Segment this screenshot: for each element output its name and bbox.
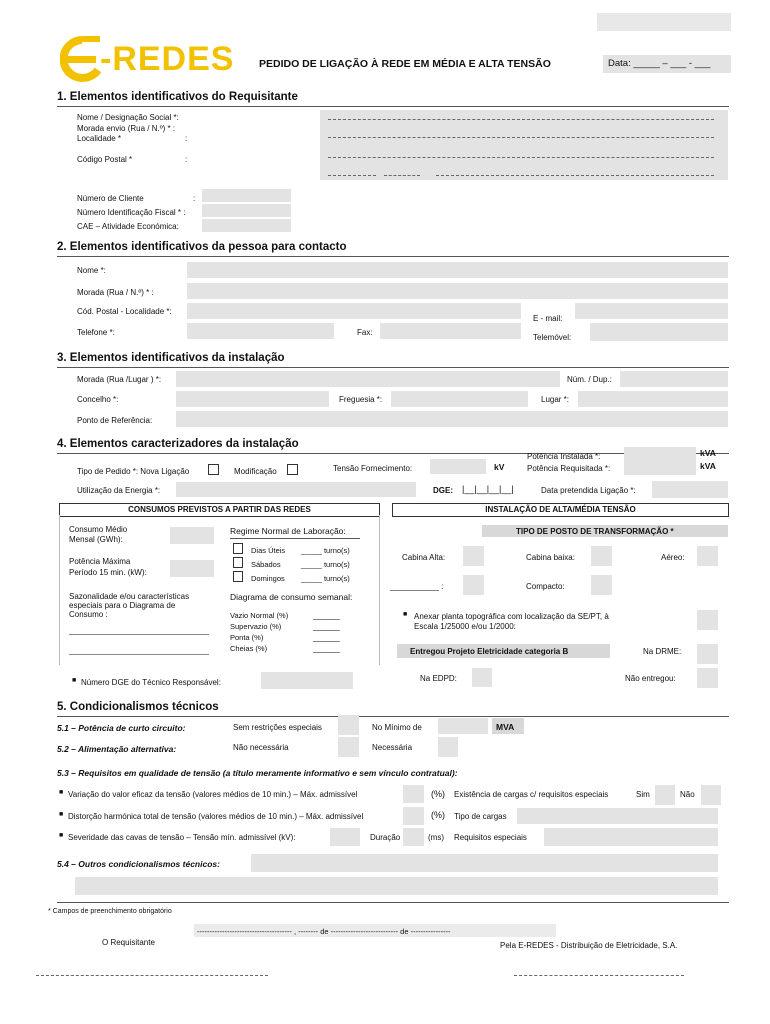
label-requisitos-especiais: Requisitos especiais xyxy=(454,833,527,842)
label-cabina-alta: Cabina Alta: xyxy=(402,553,446,562)
variacao-field[interactable] xyxy=(403,785,424,803)
vazio-value[interactable]: ______ xyxy=(313,611,340,620)
label-fax: Fax: xyxy=(357,328,373,337)
label-dge: DGE: xyxy=(433,486,453,495)
label-cae: CAE – Atividade Económica: xyxy=(77,222,179,231)
label-freguesia: Freguesia *: xyxy=(339,395,383,404)
signature-date-line[interactable]: -------------------------------------- , -------- de --------------------------- de ---------------- xyxy=(197,927,451,936)
label-sim: Sim xyxy=(636,790,650,799)
cabina-baixa-field[interactable] xyxy=(591,546,612,566)
label-5-2: 5.2 – Alimentação alternativa: xyxy=(57,744,177,754)
bullet: ■ xyxy=(403,611,408,618)
label-necessaria: Necessária xyxy=(372,743,413,752)
anexar-planta-field[interactable] xyxy=(697,610,718,630)
outros-condicionalismos-field-2[interactable] xyxy=(75,877,718,895)
section-1-title: 1. Elementos identificativos do Requisitante xyxy=(57,91,298,103)
label-morada-envio: Morada envio (Rua / N.º) * : xyxy=(77,124,176,133)
modificacao-checkbox[interactable] xyxy=(287,464,298,475)
label-compacto: Compacto: xyxy=(526,582,565,591)
bullet: ■ xyxy=(59,789,64,796)
mandatory-note: * Campos de preenchimento obrigatório xyxy=(48,908,172,915)
data-pretendida-field[interactable] xyxy=(652,481,728,498)
label-severidade: Severidade das cavas de tensão – Tensão mín. admissível (kV): xyxy=(68,833,296,842)
label-data-pretendida: Data pretendida Ligação *: xyxy=(541,486,636,495)
instalacao-header: INSTALAÇÃO DE ALTA/MÉDIA TENSÃO xyxy=(392,503,729,517)
label-requisitante: O Requisitante xyxy=(102,938,155,947)
severidade-field[interactable] xyxy=(330,828,360,846)
label-localidade: Localidade * xyxy=(77,134,122,143)
label-telemovel: Telemóvel: xyxy=(533,333,572,342)
label-tipo-pedido: Tipo de Pedido *: Nova Ligação xyxy=(77,467,190,476)
signature-eredes-line[interactable] xyxy=(514,975,684,976)
outros-condicionalismos-field-1[interactable] xyxy=(251,854,718,872)
label-nao-necessaria: Não necessária xyxy=(233,743,289,752)
label-contact-nome: Nome *: xyxy=(77,266,106,275)
label-pela-eredes: Pela E-REDES - Distribuição de Eletricidade, S.A. xyxy=(500,941,678,950)
label-consumo-medio-2: Mensal (GWh): xyxy=(69,535,123,544)
cae-field[interactable] xyxy=(202,219,291,232)
label-utilizacao-energia: Utilização da Energia *: xyxy=(77,486,161,495)
label-aereo: Aéreo: xyxy=(661,553,685,562)
label-ponta: Ponta (%) xyxy=(230,633,264,642)
label-modificacao: Modificação xyxy=(234,467,277,476)
sem-restricoes-field[interactable] xyxy=(338,715,359,735)
label-variacao-tensao: Variação do valor eficaz da tensão (valores médios de 10 min.) – Máx. admissível xyxy=(68,790,358,799)
label-nome-requisitante: Nome / Designação Social *: xyxy=(77,113,179,122)
label-regime-laboracao: Regime Normal de Laboração: xyxy=(230,526,346,536)
label-vazio-normal: Vazio Normal (%) xyxy=(230,611,289,620)
turnos-sabados[interactable]: _____ turno(s) xyxy=(301,560,350,569)
tipo-cargas-field[interactable] xyxy=(517,808,718,824)
label-5-1: 5.1 – Potência de curto circuito: xyxy=(57,723,186,733)
label-diagrama-consumo: Diagrama de consumo semanal: xyxy=(230,592,353,602)
label-outro-posto[interactable]: ___________ : xyxy=(390,582,444,591)
requisitante-address-field[interactable] xyxy=(320,110,728,180)
top-reference-field[interactable] xyxy=(597,13,731,31)
label-no-minimo: No Mínimo de xyxy=(372,723,422,732)
telemovel-field[interactable] xyxy=(590,323,728,341)
label-email: E - mail: xyxy=(533,314,563,323)
unit-kva-requisitada: kVA xyxy=(700,461,716,471)
nao-field[interactable] xyxy=(701,785,721,805)
na-drme-field[interactable] xyxy=(697,644,718,664)
label-consumo-medio: Consumo Médio xyxy=(69,525,128,534)
label-potencia-instalada: Potência Instalada *: xyxy=(527,452,601,461)
colon: : xyxy=(185,134,188,143)
e-redes-logo xyxy=(60,36,240,82)
concelho-field[interactable] xyxy=(176,391,329,407)
consumos-header: CONSUMOS PREVISTOS A PARTIR DAS REDES xyxy=(59,503,380,517)
label-potencia-maxima: Potência Máxima xyxy=(69,557,131,566)
nova-ligacao-checkbox[interactable] xyxy=(208,464,219,475)
unit-mva: MVA xyxy=(496,722,515,732)
label-ponto-referencia: Ponto de Referência: xyxy=(77,416,153,425)
label-contact-cod-postal: Cód. Postal - Localidade *: xyxy=(77,307,172,316)
freguesia-field[interactable] xyxy=(391,391,528,407)
line xyxy=(328,137,714,138)
label-nao-entregou: Não entregou: xyxy=(625,674,676,683)
dge-boxes[interactable]: |__|__|__|__| xyxy=(462,484,514,494)
signature-requisitante-line[interactable] xyxy=(36,975,268,976)
tensao-field[interactable] xyxy=(430,459,486,474)
label-na-drme: Na DRME: xyxy=(643,647,682,656)
na-edpd-field[interactable] xyxy=(472,668,492,687)
label-num-dup: Núm. / Dup.: xyxy=(567,375,612,384)
label-dias-uteis: Dias Úteis xyxy=(251,546,286,555)
label-nao: Não xyxy=(680,790,695,799)
label-na-edpd: Na EDPD: xyxy=(420,674,457,683)
label-lugar: Lugar *: xyxy=(541,395,570,404)
label-tensao-fornecimento: Tensão Fornecimento: xyxy=(333,464,413,473)
label-tipo-cargas: Tipo de cargas xyxy=(454,812,507,821)
colon: : xyxy=(193,194,196,203)
date-label: Data: _____ – ___ - ___ xyxy=(608,58,711,69)
nif-field[interactable] xyxy=(202,204,291,217)
label-install-morada: Morada (Rua /Lugar ) *: xyxy=(77,375,162,384)
line xyxy=(328,175,376,176)
label-sazonalidade-1: Sazonalidade e/ou características xyxy=(69,592,190,601)
bullet: ■ xyxy=(72,677,77,684)
bullet: ■ xyxy=(59,832,64,839)
outro-posto-field[interactable] xyxy=(463,575,484,595)
section-2-divider xyxy=(57,256,729,257)
label-potencia-requisitada: Potência Requisitada *: xyxy=(527,464,611,473)
consumos-box-border xyxy=(59,515,380,665)
colon: : xyxy=(185,155,188,164)
label-distorcao: Distorção harmónica total de tensão (valores médios de 10 min.) – Máx. admissível xyxy=(68,812,364,821)
potencia-fields[interactable] xyxy=(624,447,696,475)
label-tipo-posto: TIPO DE POSTO DE TRANSFORMAÇÃO * xyxy=(516,527,674,536)
label-sazonalidade-2: especiais para o Diagrama de xyxy=(69,601,176,610)
variacao-percent: (%) xyxy=(431,789,445,799)
supervazio-value[interactable]: ______ xyxy=(313,622,340,631)
cabina-alta-field[interactable] xyxy=(463,546,484,566)
label-sazonalidade-3: Consumo : xyxy=(69,610,108,619)
label-anexar-planta-2: Escala 1/25000 e/ou 1/2000: xyxy=(414,622,516,631)
compacto-field[interactable] xyxy=(591,575,612,595)
label-ms: (ms) xyxy=(428,833,444,842)
distorcao-percent: (%) xyxy=(431,810,445,820)
label-5-4: 5.4 – Outros condicionalismos técnicos: xyxy=(57,859,220,869)
section-3-divider xyxy=(57,367,729,368)
contact-nome-field[interactable] xyxy=(187,262,728,278)
brand-text: -REDES xyxy=(100,40,235,78)
fax-field[interactable] xyxy=(380,323,521,339)
utilizacao-field[interactable] xyxy=(176,482,416,497)
bullet: ■ xyxy=(59,811,64,818)
label-nif: Número Identificação Fiscal * : xyxy=(77,208,186,217)
ponta-value[interactable]: ______ xyxy=(313,633,340,642)
label-concelho: Concelho *: xyxy=(77,395,119,404)
label-cheias: Cheias (%) xyxy=(230,644,268,653)
contact-morada-field[interactable] xyxy=(187,283,728,299)
turnos-dias-uteis[interactable]: _____ turno(s) xyxy=(301,546,350,555)
necessaria-field[interactable] xyxy=(438,737,458,757)
label-contact-morada: Morada (Rua / N.º) * : xyxy=(77,288,154,297)
nao-entregou-field[interactable] xyxy=(697,668,718,688)
section-3-title: 3. Elementos identificativos da instalação xyxy=(57,352,285,364)
line xyxy=(328,119,714,120)
label-codigo-postal: Código Postal * xyxy=(77,155,133,164)
lugar-field[interactable] xyxy=(578,391,728,407)
distorcao-field[interactable] xyxy=(403,807,424,825)
label-sabados: Sábados xyxy=(251,560,281,569)
num-dup-field[interactable] xyxy=(620,371,728,387)
section-5-title: 5. Condicionalismos técnicos xyxy=(57,701,219,713)
unit-kv: kV xyxy=(494,462,505,472)
label-potencia-maxima-2: Período 15 min. (kW): xyxy=(69,568,147,577)
nao-necessaria-field[interactable] xyxy=(338,737,359,757)
duracao-field[interactable] xyxy=(403,828,424,846)
turnos-domingos[interactable]: _____ turno(s) xyxy=(301,574,350,583)
section-1-divider xyxy=(57,106,729,107)
sim-field[interactable] xyxy=(655,785,675,805)
section-2-title: 2. Elementos identificativos da pessoa para contacto xyxy=(57,241,347,253)
install-morada-field[interactable] xyxy=(176,371,560,387)
label-domingos: Domingos xyxy=(251,574,285,583)
section-5-divider xyxy=(57,716,729,717)
requisitos-especiais-field[interactable] xyxy=(544,828,718,846)
label-numero-cliente: Número de Cliente xyxy=(77,194,144,203)
section-4-title: 4. Elementos caracterizadores da instalação xyxy=(57,438,299,450)
email-field[interactable] xyxy=(575,303,728,319)
label-telefone: Telefone *: xyxy=(77,328,115,337)
form-title: PEDIDO DE LIGAÇÃO À REDE EM MÉDIA E ALTA TENSÃO xyxy=(259,58,551,70)
ponto-referencia-field[interactable] xyxy=(176,411,728,427)
numero-dge-tecnico-field[interactable] xyxy=(261,672,353,689)
label-anexar-planta-1: Anexar planta topográfica com localização da SE/PT, à xyxy=(414,612,609,621)
label-supervazio: Supervazio (%) xyxy=(230,622,282,631)
label-sem-restricoes: Sem restrições especiais xyxy=(233,723,322,732)
label-entregou-projeto: Entregou Projeto Eletricidade categoria B xyxy=(410,647,569,656)
unit-kva-instalada: kVA xyxy=(700,448,716,458)
aereo-field[interactable] xyxy=(697,546,718,566)
label-cargas-requisitos: Existência de cargas c/ requisitos especiais xyxy=(454,790,609,799)
contact-cod-postal-field[interactable] xyxy=(187,303,521,319)
label-numero-dge-tecnico: Número DGE do Técnico Responsável: xyxy=(81,678,221,687)
cheias-value[interactable]: ______ xyxy=(313,644,340,653)
section-5-bottom-divider xyxy=(57,902,729,903)
line xyxy=(328,157,714,158)
line xyxy=(384,175,420,176)
label-duracao: Duração xyxy=(370,833,401,842)
label-5-3: 5.3 – Requisitos em qualidade de tensão (a título meramente informativo e sem vínculo contratual): xyxy=(57,768,458,778)
line xyxy=(436,175,714,176)
no-minimo-field[interactable] xyxy=(438,718,488,734)
telefone-field[interactable] xyxy=(187,323,334,339)
label-cabina-baixa: Cabina baixa: xyxy=(526,553,575,562)
numero-cliente-field[interactable] xyxy=(202,189,291,202)
